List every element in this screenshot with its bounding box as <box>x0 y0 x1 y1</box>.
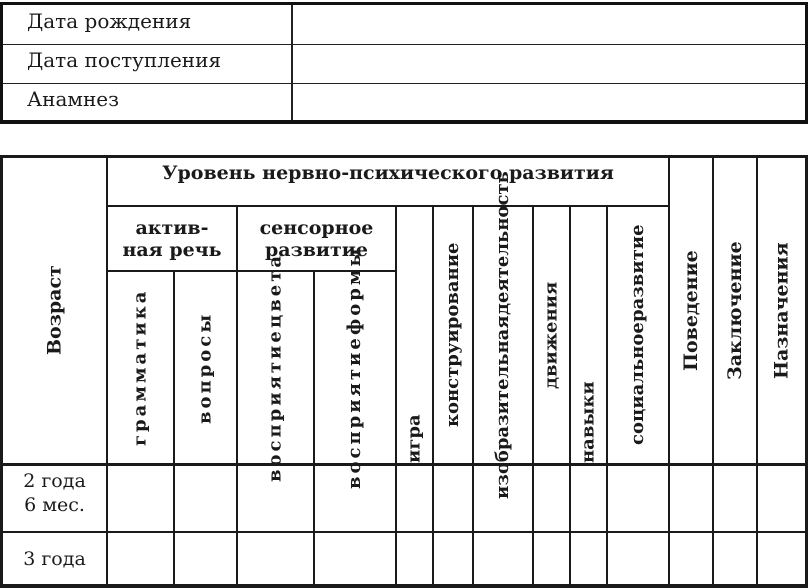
info-row-anamnesis <box>3 83 805 122</box>
age-row-1 <box>3 469 106 517</box>
grammar-header: грамматика <box>129 288 151 447</box>
age-row-1-line1: 2 года <box>23 470 86 492</box>
active-speech-header <box>108 207 236 270</box>
development-table <box>0 155 808 588</box>
info-row-birth-date <box>3 5 805 45</box>
age-row-2 <box>3 547 106 571</box>
sensory-development-header <box>238 207 395 270</box>
sensory-line2: развитие <box>265 238 368 261</box>
social-development-line1: социальное <box>627 322 648 446</box>
questions-header: вопросы <box>194 311 216 424</box>
visual-activity-header <box>474 171 532 499</box>
admission-date-label: Дата поступления <box>27 48 222 72</box>
info-column-divider <box>291 5 293 120</box>
play-header: игра <box>403 414 425 463</box>
table-bottom-border <box>0 584 808 588</box>
social-development-line2: развитие <box>627 224 648 323</box>
anamnesis-label: Анамнез <box>27 87 120 111</box>
social-development-header <box>608 207 668 463</box>
age-row-1-line2: 6 мес. <box>24 494 85 516</box>
skills-header: навыки <box>577 381 599 463</box>
form-perception-header <box>315 245 395 490</box>
prescriptions-header: Назначения <box>770 242 793 379</box>
construction-header: конструирование <box>442 242 463 428</box>
color-perception-header <box>238 253 313 482</box>
active-speech-line1: актив- <box>135 216 209 239</box>
patient-info-table <box>0 2 808 124</box>
visual-activity-line2: деятельность <box>492 171 513 316</box>
development-level-header: Уровень нервно-психического развития <box>162 162 614 184</box>
visual-activity-line1: изобразительная <box>492 315 513 499</box>
behavior-header: Поведение <box>680 250 702 371</box>
line-between-age-rows <box>0 531 808 533</box>
line-under-column-headers <box>0 463 808 466</box>
conclusion-header: Заключение <box>724 241 746 380</box>
info-row-admission-date <box>3 44 805 84</box>
color-perception-line2: цвета <box>264 253 286 329</box>
birth-date-label: Дата рождения <box>27 9 192 33</box>
form-perception-line2: формы <box>344 245 365 336</box>
color-perception-line1: восприятие <box>264 328 286 482</box>
movements-header: движения <box>540 281 562 389</box>
sensory-line1: сенсорное <box>259 216 374 239</box>
age-row-2-line1: 3 года <box>23 548 86 570</box>
active-speech-line2: ная речь <box>122 238 222 261</box>
age-column-header: Возраст <box>43 265 66 356</box>
form-perception-line1: восприятие <box>344 335 365 490</box>
